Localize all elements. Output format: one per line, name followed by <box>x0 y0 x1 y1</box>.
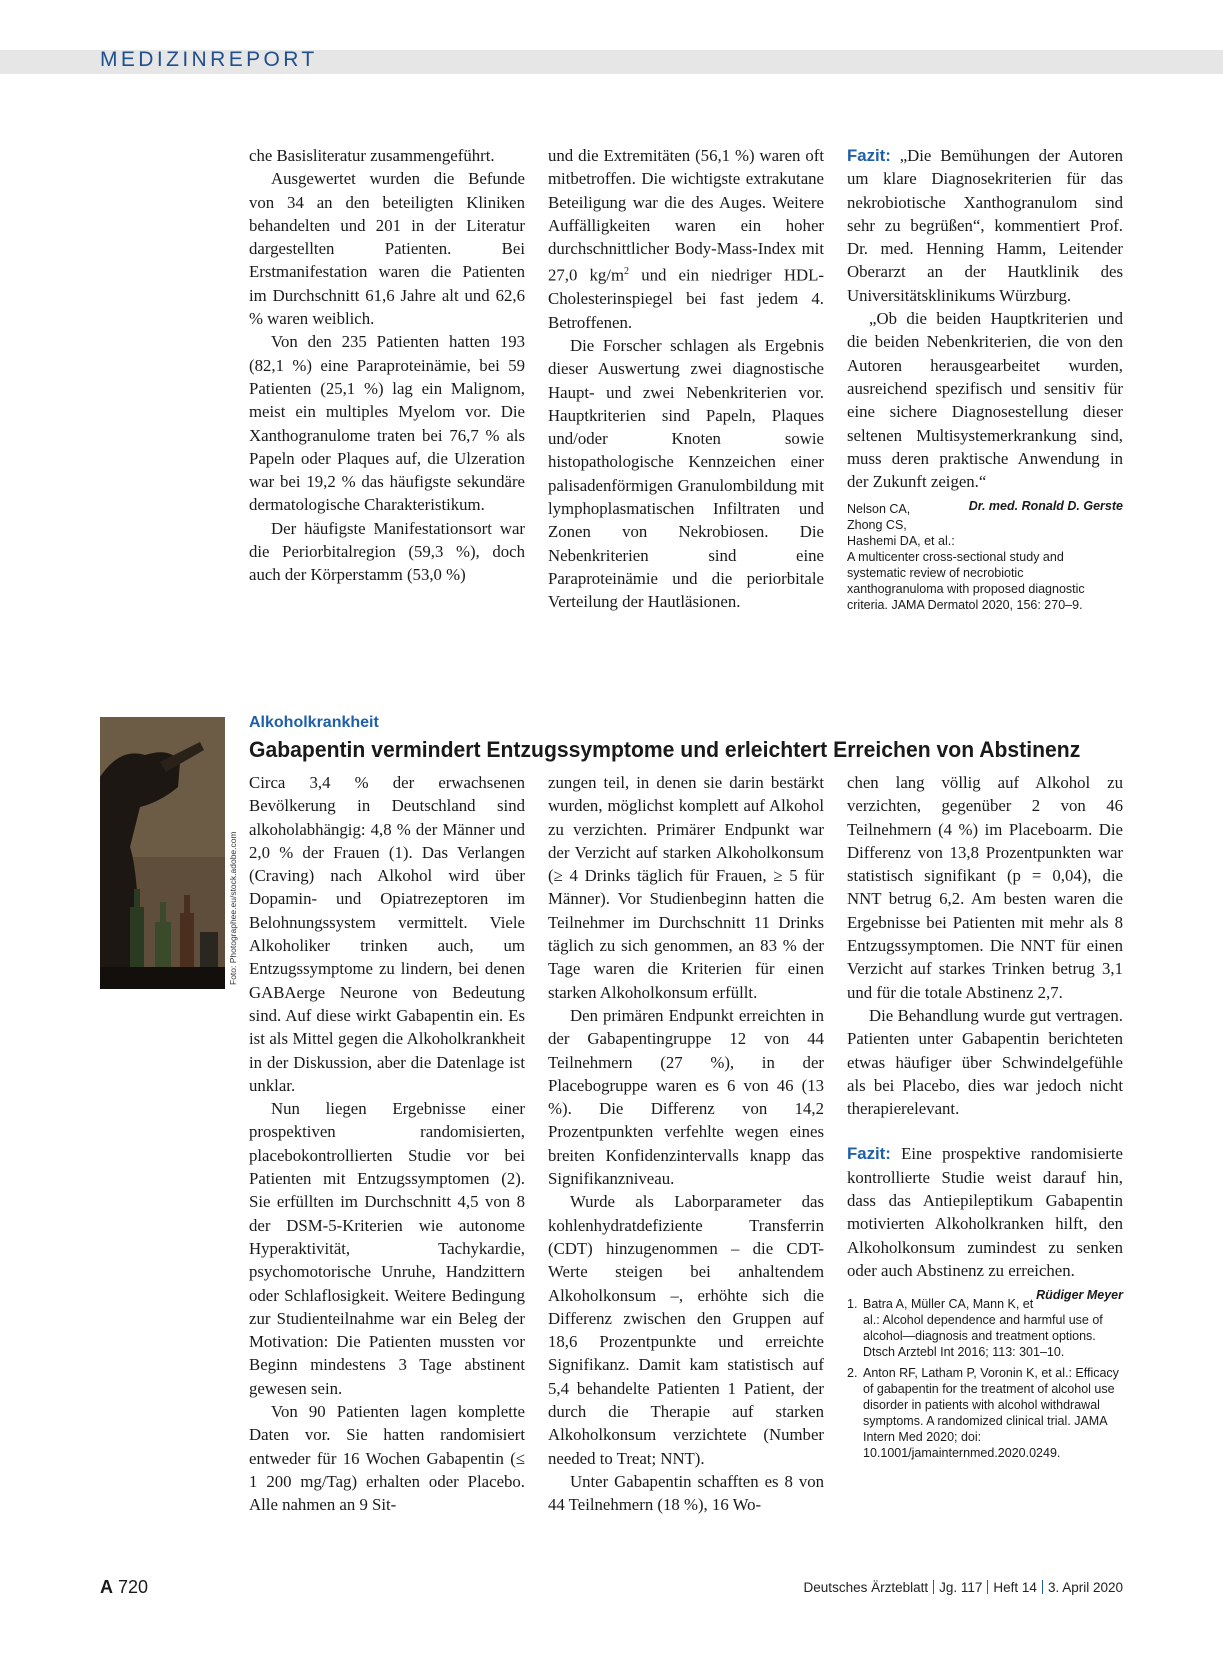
paragraph: che Basisliteratur zusammengeführt. <box>249 146 495 165</box>
top-article-column-2 <box>548 144 824 614</box>
paragraph: Von den 235 Patienten hatten 193 (82,1 %) eine Paraproteinämie, bei 59 Patienten (25,1 %) lag ein Malignom, meist ein multiples Myelom vor. Die Xanthogranulome traten bei 76,7 % als Papeln oder Plaques auf, die Ulzeration war bei 19,2 % das häufigste sekundäre dermatologische Charakteristikum. <box>249 332 525 515</box>
quote-paragraph <box>847 307 1123 514</box>
paragraph: Ausgewertet wurden die Befunde von 34 an den beteiligten Kliniken behandelten und 201 in der Literatur dargestellten Patienten. Bei Erstmanifestation waren die Patienten im Durchschnitt 61,6 Jahre alt und 62,6 % waren weiblich. <box>249 169 525 329</box>
article-column-2 <box>548 771 824 1517</box>
paragraph: Circa 3,4 % der erwachsenen Bevölkerung in Deutschland sind alkoholabhängig: 4,8 % der Männer und 2,0 % der Frauen (1). Das Verlangen (Craving) nach Alkohol wird über Dopamin- und Opiatrezeptoren im Belohnungssystem vermittelt. Viele Alkoholiker trinken auch, um Entzugssymptome zu lindern, bei denen GABAerge Neurone von Bedeutung sind. Auf diese wirkt Gabapentin ein. Es ist als Mittel gegen die Alkoholkrankheit in der Diskussion, aber die Datenlage ist unklar. <box>249 773 525 1095</box>
paragraph: zungen teil, in denen sie darin bestärkt wurden, möglichst komplett auf Alkohol zu verzichten. Primärer Endpunkt war der Verzicht auf starken Alkoholkonsum (≥ 4 Drinks täglich für Frauen, ≥ 5 für Männer). Vor Studienbeginn hatten die Teilnehmer im Durchschnitt 11 Drinks täglich zu sich genommen, an 83 % der Tage waren die Kriterien für einen starken Alkoholkonsum erfüllt. <box>548 773 824 1002</box>
photo-credit: Foto: Photographee.eu/stock.adobe.com <box>228 831 238 985</box>
journal-name: Deutsches Ärzteblatt <box>803 1580 929 1595</box>
top-article-column-1 <box>249 144 525 587</box>
reference-title: A multicenter cross-sectional study and systematic review of necrobiotic xanthogranuloma with proposed diagnostic criteria. JAMA Dermatol 2020, 156: 270–9. <box>847 550 1085 613</box>
article-column-3 <box>847 771 1123 1466</box>
reference-list <box>847 1296 1123 1461</box>
paragraph: Der häufigste Manifestationsort war die Periorbitalregion (59,3 %), doch auch der Körperstamm (53,0 %) <box>249 518 525 585</box>
paragraph: Nun liegen Ergebnisse einer prospektiven randomisierten, placebokontrollierten Studie vor bei Patienten mit Entzugssymptomen (2). Sie erfüllten im Durchschnitt 4,5 von 8 der DSM-5-Kriterien wie autonome Hyperaktivität, Tachykardie, psychomotorische Unruhe, Handzittern oder Schlaflosigkeit. Weitere Bedingung zur Studienteilnahme war ein Beleg der Motivation: Die Patienten mussten vor Beginn mindestens 3 Tage abstinent gewesen sein. <box>249 1099 525 1398</box>
page-letter: A <box>100 1577 113 1597</box>
reference-item <box>847 1365 1123 1461</box>
journal-footer <box>804 1580 1123 1595</box>
paragraph: Von 90 Patienten lagen komplette Daten vor. Sie hatten randomisiert entweder für 16 Wochen Gabapentin (≤ 1 200 mg/Tag) erhalten oder Placebo. Alle nahmen an 9 Sit- <box>249 1402 525 1515</box>
drinking-silhouette-image <box>100 717 225 989</box>
divider <box>933 1580 934 1594</box>
paragraph: chen lang völlig auf Alkohol zu verzichten, gegenüber 2 von 46 Teilnehmern (4 %) im Placeboarm. Die Differenz von 13,8 Prozentpunkten war statistisch signifikant (p = 0,04), die NNT betrug 6,2. Am besten waren die Ergebnisse bei Patienten mit mehr als 8 Entzugssymptomen. Die NNT für einen Verzicht auf starkes Trinken betrug 3,1 und für die totale Abstinenz 2,7. <box>847 773 1123 1002</box>
reference-number: 1. <box>847 1297 858 1312</box>
paragraph: Unter Gabapentin schafften es 8 von 44 Teilnehmern (18 %), 16 Wo- <box>548 1471 824 1515</box>
article-photo <box>100 717 225 989</box>
volume: Jg. 117 <box>939 1580 983 1595</box>
reference-item <box>847 1296 1123 1360</box>
reference-text: Anton RF, Latham P, Voronin K, et al.: Efficacy of gabapentin for the treatment of alcohol use disorder in patients with alcohol withdrawal symptoms. A randomized clinical trial. JAMA Intern Med 2020; doi: 10.1001/jamainternmed.2020.0249. <box>863 1366 1119 1461</box>
paragraph: Wurde als Laborparameter das kohlenhydratdefiziente Transferrin (CDT) hinzugenommen – die CDT-Werte steigen bei anhaltendem Alkoholkonsum –, erhöhte sich die Differenz zwischen den Gruppen auf 18,6 Prozentpunkte und erreichte Signifikanz. Damit kam statistisch auf 5,4 behandelte Patienten 1 Patient, der durch die Therapie auf starken Alkoholkonsum verzichtete (Number needed to Treat; NNT). <box>548 1192 824 1468</box>
author-signature: Dr. med. Ronald D. Gerste <box>968 499 1123 514</box>
fazit-label: Fazit: <box>847 146 891 165</box>
article-column-1 <box>249 771 525 1517</box>
divider <box>1042 1580 1043 1594</box>
fazit-label: Fazit: <box>847 1144 891 1164</box>
page-number <box>100 1577 148 1598</box>
reference-authors: Nelson CA, Zhong CS, Hashemi DA, et al.: <box>847 502 955 549</box>
page-number-value: 720 <box>118 1577 149 1597</box>
paragraph: Den primären Endpunkt erreichten in der Gabapentingruppe 12 von 44 Teilnehmern (27 %), in der Placebogruppe waren es 6 von 46 (13 %). Die Differenz von 14,2 Prozentpunkten verfehlte wegen eines breiten Konfidenzintervalls knapp das Signifikanzniveau. <box>548 1005 824 1189</box>
fazit-text: „Die Bemühungen der Autoren um klare Diagnosekriterien für das nekrobiotische Xanthogranulom sind sehr zu begrüßen“, kommentiert Prof. Dr. med. Henning Hamm, Leitender Oberarzt an der Hautklinik des Universitätsklinikums Würzburg. <box>847 146 1123 305</box>
quote-text: „Ob die beiden Hauptkriterien und die beiden Nebenkriterien, die von den Autoren herausgearbeitet wurden, ausreichend spezifisch und sensitiv für eine sichere Diagnosestellung dieser seltenen Multisystemerkrankung sind, muss deren praktische Anwendung in der Zukunft zeigen.“ <box>847 309 1123 492</box>
fazit-text: Eine prospektive randomisierte kontrollierte Studie weist darauf hin, dass das Antiepileptikum Gabapentin motivierten Alkoholkranken hilft, den Alkoholkonsum zumindest zu senken oder auch Abstinenz zu erreichen. <box>847 1144 1123 1280</box>
author-signature: Rüdiger Meyer <box>1036 1288 1123 1303</box>
superscript: 2 <box>624 266 630 278</box>
section-rubric: MEDIZINREPORT <box>100 48 318 71</box>
paragraph <box>548 144 824 334</box>
top-article-column-3 <box>847 144 1123 613</box>
fazit-paragraph <box>847 1142 1123 1303</box>
reference-number: 2. <box>847 1366 858 1381</box>
issue: Heft 14 <box>993 1580 1037 1595</box>
paragraph: Die Forscher schlagen als Ergebnis dieser Auswertung zwei diagnostische Haupt- und zwei Nebenkriterien vor. Hauptkriterien sind Papeln, Plaques und/oder Knoten sowie histopathologische Kennzeichen einer palisadenförmigen Granulombildung mit lymphoplasmatischen Infiltraten und Zonen von Nekrobiosen. Die Nebenkriterien sind eine Paraproteinämie und die periorbitale Verteilung der Hautläsionen. <box>548 335 824 612</box>
fazit-paragraph <box>847 144 1123 307</box>
divider <box>987 1580 988 1594</box>
text-run: und ein niedriger HDL-Cholesterinspiegel bei fast jedem 4. Betroffenen. <box>548 266 824 332</box>
text-run: und die Extremitäten (56,1 %) waren oft mitbetroffen. Die wichtigste extrakutane Beteiligung war die des Auges. Weitere Auffälligkeiten waren ein hoher durchschnittlicher Body-Mass-Index mit 27,0 kg/m <box>548 146 824 286</box>
paragraph: Die Behandlung wurde gut vertragen. Patienten unter Gabapentin berichteten etwas häufiger über Schwindelgefühle als bei Placebo, dies war jedoch nicht therapierelevant. <box>847 1005 1123 1119</box>
article-kicker: Alkoholkrankheit <box>249 714 379 731</box>
issue-date: 3. April 2020 <box>1047 1580 1123 1595</box>
article-headline: Gabapentin vermindert Entzugssymptome und erleichtert Erreichen von Abstinenz <box>249 737 1081 762</box>
reference-text: Batra A, Müller CA, Mann K, et al.: Alcohol dependence and harmful use of alcohol—diagnosis and treatment options. Dtsch Arztebl Int 2016; 113: 301–10. <box>863 1297 1103 1360</box>
